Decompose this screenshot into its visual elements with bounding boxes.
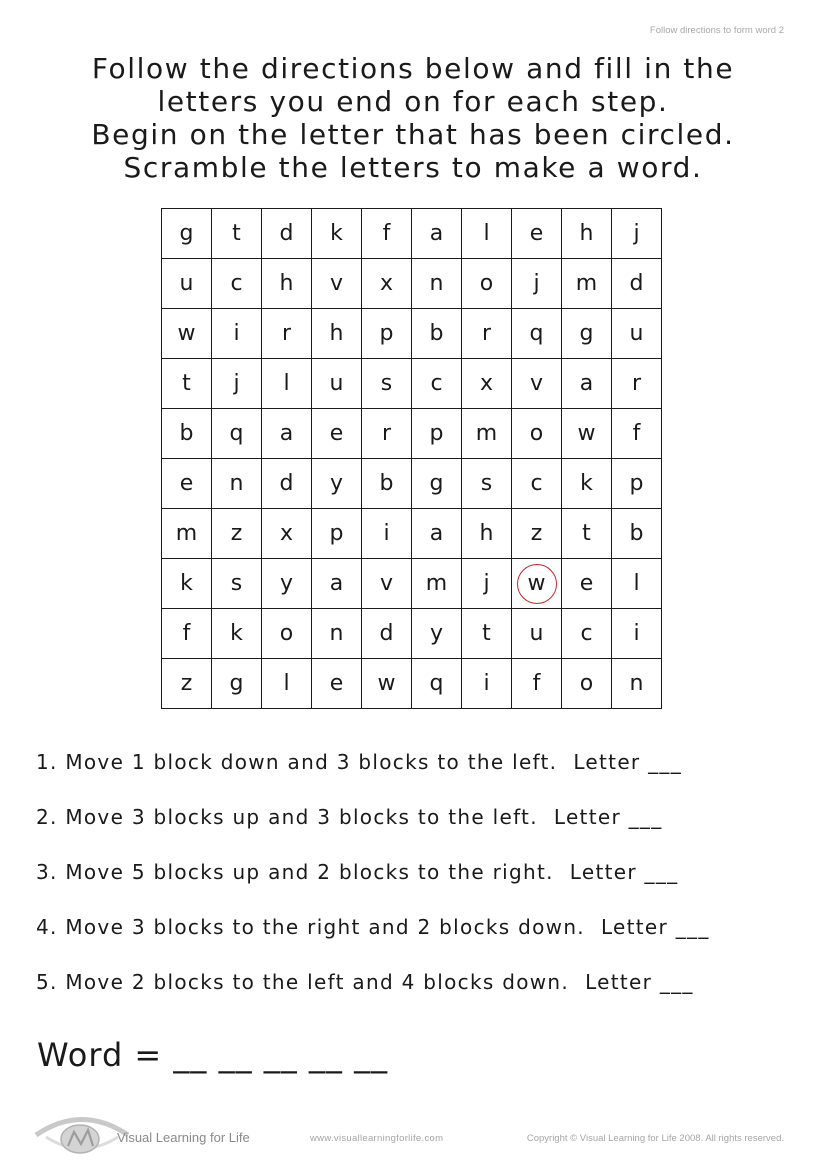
word-answer-line: Word = __ __ __ __ __ [37, 1036, 389, 1074]
instruction-line-3: Begin on the letter that has been circled. [91, 118, 735, 151]
grid-cell [312, 559, 362, 609]
grid-row [162, 659, 662, 709]
grid-cell [462, 209, 512, 259]
grid-letter: u [329, 371, 344, 396]
grid-cell [262, 259, 312, 309]
grid-cell [562, 409, 612, 459]
grid-letter: u [529, 621, 544, 646]
grid-letter: c [580, 621, 593, 646]
grid-cell [362, 509, 412, 559]
grid-cell [412, 509, 462, 559]
grid-cell [512, 409, 562, 459]
grid-cell [362, 659, 412, 709]
header-label: Follow directions to form word 2 [649, 25, 784, 36]
grid-letter: f [532, 671, 541, 696]
grid-letter: k [230, 621, 243, 646]
grid-letter: c [230, 271, 243, 296]
grid-letter: w [377, 671, 396, 696]
grid-letter: s [230, 571, 243, 596]
grid-cell [262, 409, 312, 459]
grid-cell [512, 359, 562, 409]
grid-letter: b [379, 471, 394, 496]
grid-letter: l [283, 671, 290, 696]
grid-cell [412, 209, 462, 259]
grid-letter: t [182, 371, 191, 396]
grid-row [162, 209, 662, 259]
grid-cell [612, 259, 662, 309]
grid-letter: d [279, 221, 294, 246]
step-4-text: 4. Move 3 blocks to the right and 2 blocks down. [36, 915, 585, 939]
grid-letter: c [530, 471, 543, 496]
grid-letter: e [329, 671, 344, 696]
grid-letter: h [479, 521, 494, 546]
grid-letter: a [429, 521, 444, 546]
step-5 [36, 970, 694, 994]
grid-cell [262, 559, 312, 609]
grid-letter: m [175, 521, 198, 546]
instruction-line-4: Scramble the letters to make a word. [123, 151, 703, 184]
start-circle-marker [517, 564, 557, 604]
grid-cell [312, 209, 362, 259]
grid-letter: f [382, 221, 391, 246]
brand-name: Visual Learning for Life [117, 1130, 250, 1145]
grid-letter: n [629, 671, 644, 696]
grid-cell [562, 659, 612, 709]
grid-cell [612, 309, 662, 359]
grid-letter: p [429, 421, 444, 446]
grid-cell [162, 559, 212, 609]
grid-row [162, 559, 662, 609]
grid-letter: f [632, 421, 641, 446]
grid-letter: v [379, 571, 394, 596]
instructions [0, 52, 826, 184]
grid-letter: k [180, 571, 193, 596]
grid-letter: a [429, 221, 444, 246]
step-1-text: 1. Move 1 block down and 3 blocks to the left. [36, 750, 558, 774]
grid-letter: a [579, 371, 594, 396]
grid-letter: o [279, 621, 294, 646]
grid-cell [212, 659, 262, 709]
grid-letter: v [529, 371, 544, 396]
grid-cell [362, 409, 412, 459]
grid-cell [562, 559, 612, 609]
grid-cell [512, 209, 562, 259]
grid-cell [612, 359, 662, 409]
grid-letter: d [279, 471, 294, 496]
grid-letter: x [279, 521, 294, 546]
grid-letter: j [633, 221, 640, 246]
grid-cell [162, 609, 212, 659]
grid-cell [312, 259, 362, 309]
grid-letter: a [279, 421, 294, 446]
grid-cell [562, 309, 612, 359]
grid-letter: o [579, 671, 594, 696]
grid-letter: o [529, 421, 544, 446]
grid-cell [562, 359, 612, 409]
grid-cell [362, 559, 412, 609]
grid-cell [562, 259, 612, 309]
grid-letter: e [529, 221, 544, 246]
grid-letter: b [179, 421, 194, 446]
grid-cell [262, 209, 312, 259]
step-2-answer-blank: Letter ___ [553, 805, 663, 829]
step-1-answer-blank: Letter ___ [573, 750, 683, 774]
grid-cell [512, 259, 562, 309]
grid-letter: e [179, 471, 194, 496]
grid-cell [362, 309, 412, 359]
grid-cell [462, 609, 512, 659]
grid-letter: p [379, 321, 394, 346]
grid-cell [312, 359, 362, 409]
grid-cell [262, 509, 312, 559]
grid-letter: z [530, 521, 543, 546]
grid-cell [462, 459, 512, 509]
grid-cell [612, 459, 662, 509]
grid-letter: i [233, 321, 240, 346]
grid-cell [512, 509, 562, 559]
grid-cell [312, 509, 362, 559]
grid-letter: r [631, 371, 642, 396]
grid-letter: b [629, 521, 644, 546]
grid-cell [462, 659, 512, 709]
grid-letter: t [582, 521, 591, 546]
grid-letter: g [579, 321, 594, 346]
grid-letter: q [229, 421, 244, 446]
grid-cell-circled-start [512, 559, 562, 609]
grid-letter: q [429, 671, 444, 696]
grid-letter: k [330, 221, 343, 246]
grid-cell [612, 659, 662, 709]
grid-cell [212, 259, 262, 309]
grid-letter: f [182, 621, 191, 646]
grid-cell [162, 659, 212, 709]
grid-cell [212, 409, 262, 459]
grid-letter: i [483, 671, 490, 696]
grid-letter: n [429, 271, 444, 296]
grid-letter: w [577, 421, 596, 446]
grid-row [162, 409, 662, 459]
grid-letter: j [233, 371, 240, 396]
grid-cell [562, 609, 612, 659]
grid-letter: l [633, 571, 640, 596]
grid-cell [412, 459, 462, 509]
grid-cell [462, 359, 512, 409]
grid-cell [362, 609, 412, 659]
grid-letter: g [429, 471, 444, 496]
grid-cell [412, 309, 462, 359]
grid-cell [312, 459, 362, 509]
grid-letter: o [479, 271, 494, 296]
grid-cell [362, 359, 412, 409]
grid-letter: s [480, 471, 493, 496]
grid-letter: e [329, 421, 344, 446]
grid-cell [162, 309, 212, 359]
grid-cell [462, 409, 512, 459]
grid-cell [362, 209, 412, 259]
grid-cell [162, 459, 212, 509]
grid-row [162, 509, 662, 559]
grid-letter: e [579, 571, 594, 596]
grid-letter: q [529, 321, 544, 346]
grid-letter: t [232, 221, 241, 246]
grid-cell [462, 509, 512, 559]
grid-letter: y [329, 471, 344, 496]
grid-row [162, 309, 662, 359]
grid-cell [212, 509, 262, 559]
grid-letter: i [633, 621, 640, 646]
step-5-answer-blank: Letter ___ [585, 970, 694, 994]
grid-cell [312, 659, 362, 709]
grid-cell [512, 459, 562, 509]
step-5-text: 5. Move 2 blocks to the left and 4 blocks down. [36, 970, 570, 994]
grid-letter: r [481, 321, 492, 346]
grid-letter: m [475, 421, 498, 446]
grid-letter: r [281, 321, 292, 346]
grid-letter: h [579, 221, 594, 246]
grid-letter: l [283, 371, 290, 396]
grid-letter: v [329, 271, 344, 296]
grid-cell [262, 609, 312, 659]
grid-cell [412, 409, 462, 459]
grid-cell [412, 559, 462, 609]
grid-cell [212, 359, 262, 409]
instruction-line-1: Follow the directions below and fill in the [91, 52, 735, 85]
grid-cell [162, 259, 212, 309]
grid-cell [262, 459, 312, 509]
grid-cell [562, 509, 612, 559]
grid-letter: m [425, 571, 448, 596]
grid-letter: j [533, 271, 540, 296]
grid-letter: l [483, 221, 490, 246]
grid-cell [612, 559, 662, 609]
instruction-line-2: letters you end on for each step. [157, 85, 669, 118]
grid-letter: g [229, 671, 244, 696]
grid-row [162, 259, 662, 309]
letter-grid [161, 208, 662, 709]
grid-cell [612, 409, 662, 459]
step-3 [36, 860, 678, 884]
grid-letter: h [329, 321, 344, 346]
grid-letter: p [629, 471, 644, 496]
grid-letter: t [482, 621, 491, 646]
eye-logo-icon [34, 1108, 130, 1158]
grid-cell [512, 609, 562, 659]
grid-cell [162, 209, 212, 259]
grid-cell [262, 659, 312, 709]
grid-letter: n [329, 621, 344, 646]
grid-cell [262, 309, 312, 359]
grid-letter: y [279, 571, 294, 596]
grid-letter: a [329, 571, 344, 596]
grid-cell [262, 359, 312, 409]
footer [0, 1100, 826, 1160]
grid-letter: d [379, 621, 394, 646]
grid-cell [312, 609, 362, 659]
grid-cell [412, 259, 462, 309]
grid-cell [212, 559, 262, 609]
grid-cell [162, 359, 212, 409]
grid-cell [462, 259, 512, 309]
grid-cell [162, 409, 212, 459]
grid-letter: u [629, 321, 644, 346]
step-3-text: 3. Move 5 blocks up and 2 blocks to the right. [36, 860, 554, 884]
grid-cell [412, 609, 462, 659]
grid-letter: g [179, 221, 194, 246]
grid-cell [612, 209, 662, 259]
grid-row [162, 359, 662, 409]
grid-cell [412, 359, 462, 409]
grid-cell [562, 209, 612, 259]
step-2 [36, 805, 663, 829]
grid-letter: u [179, 271, 194, 296]
grid-cell [162, 509, 212, 559]
grid-cell [212, 309, 262, 359]
grid-letter: j [483, 571, 490, 596]
grid-letter: d [629, 271, 644, 296]
step-3-answer-blank: Letter ___ [569, 860, 679, 884]
grid-cell [212, 459, 262, 509]
step-1 [36, 750, 682, 774]
grid-letter: b [429, 321, 444, 346]
grid-cell [362, 259, 412, 309]
grid-cell [212, 609, 262, 659]
grid-row [162, 609, 662, 659]
grid-letter: x [479, 371, 494, 396]
grid-cell [612, 509, 662, 559]
grid-letter: n [229, 471, 244, 496]
grid-cell [412, 659, 462, 709]
grid-letter: m [575, 271, 598, 296]
grid-letter: z [230, 521, 243, 546]
grid-letter: p [329, 521, 344, 546]
grid-letter: c [430, 371, 443, 396]
grid-letter: w [177, 321, 196, 346]
grid-letter: k [580, 471, 593, 496]
grid-cell [512, 659, 562, 709]
grid-row [162, 459, 662, 509]
grid-cell [612, 609, 662, 659]
grid-cell [462, 309, 512, 359]
step-4 [36, 915, 710, 939]
grid-letter: z [180, 671, 193, 696]
grid-cell [212, 209, 262, 259]
step-4-answer-blank: Letter ___ [600, 915, 710, 939]
grid-cell [312, 409, 362, 459]
website-url: www.visuallearningforlife.com [310, 1133, 444, 1144]
grid-letter: s [380, 371, 393, 396]
grid-cell [562, 459, 612, 509]
grid-letter: h [279, 271, 294, 296]
grid-letter: y [429, 621, 444, 646]
grid-cell [462, 559, 512, 609]
step-2-text: 2. Move 3 blocks up and 3 blocks to the left. [36, 805, 538, 829]
grid-letter: i [383, 521, 390, 546]
grid-letter: r [381, 421, 392, 446]
grid-cell [512, 309, 562, 359]
grid-cell [362, 459, 412, 509]
grid-letter: x [379, 271, 394, 296]
grid-cell [312, 309, 362, 359]
copyright-notice: Copyright © Visual Learning for Life 2008. All rights reserved. [526, 1133, 784, 1144]
grid-letter: w [527, 571, 546, 596]
